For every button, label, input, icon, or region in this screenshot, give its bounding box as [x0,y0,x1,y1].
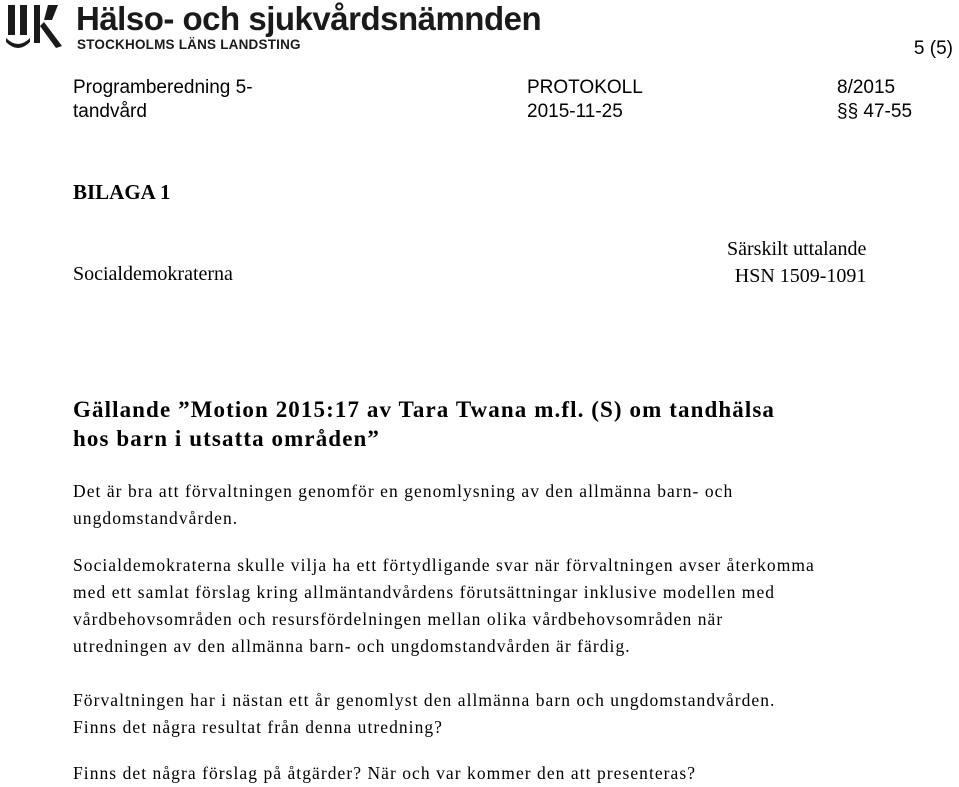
organization-subtitle: STOCKHOLMS LÄNS LANDSTING [77,37,301,52]
subject-heading [73,395,775,453]
statement-title: Särskilt uttalande [727,238,867,260]
paragraph-line: vårdbehovsområden och resursfördelningen mellan olika vårdbehovsområden när [73,609,724,629]
body-paragraph-4 [73,760,696,787]
subject-line-2: hos barn i utsatta områden” [73,426,381,451]
statement-reference: HSN 1509-1091 [734,265,867,287]
header-date: 2015-11-25 [527,101,623,122]
paragraph-line: ungdomstandvården. [73,508,239,528]
county-council-logo-icon [4,2,66,50]
body-paragraph-3 [73,687,775,741]
paragraph-line: med ett samlat förslag kring allmäntandvårdens förutsättningar inklusive modellen med [73,582,776,602]
body-paragraph-1 [73,478,733,532]
paragraph-line: Finns det några resultat från denna utredning? [73,717,443,737]
body-paragraph-2 [73,552,815,660]
subject-line-1: Gällande ”Motion 2015:17 av Tara Twana m.fl. (S) om tandhälsa [73,397,776,422]
organization-name: Hälso- och sjukvårdsnämnden [76,0,542,37]
paragraph-line: Förvaltningen har i nästan ett år genomlyst den allmänna barn och ungdomstandvården. [73,690,776,710]
paragraph-line: Det är bra att förvaltningen genomför en genomlysning av den allmänna barn- och [73,481,734,501]
header-committee [73,76,253,124]
header-document-info [527,76,643,124]
header-protocol-info [837,76,912,124]
header-committee-line1: Programberedning 5- [73,77,253,98]
page-number: 5 (5) [913,38,953,59]
header-protocol-number: 8/2015 [837,77,896,98]
paragraph-line: Finns det några förslag på åtgärder? När och var kommer den att presenteras? [73,763,697,783]
attachment-label: BILAGA 1 [73,180,171,204]
organization-logo [4,0,542,52]
statement-block [727,236,866,290]
header-paragraphs: §§ 47-55 [837,101,913,122]
header-committee-line2: tandvård [73,101,147,122]
header-doc-type: PROTOKOLL [527,77,643,98]
paragraph-line: utredningen av den allmänna barn- och ungdomstandvården är färdig. [73,636,631,656]
party-name: Socialdemokraterna [73,263,233,285]
paragraph-line: Socialdemokraterna skulle vilja ha ett förtydligande svar när förvaltningen avser återkomma [73,555,815,575]
